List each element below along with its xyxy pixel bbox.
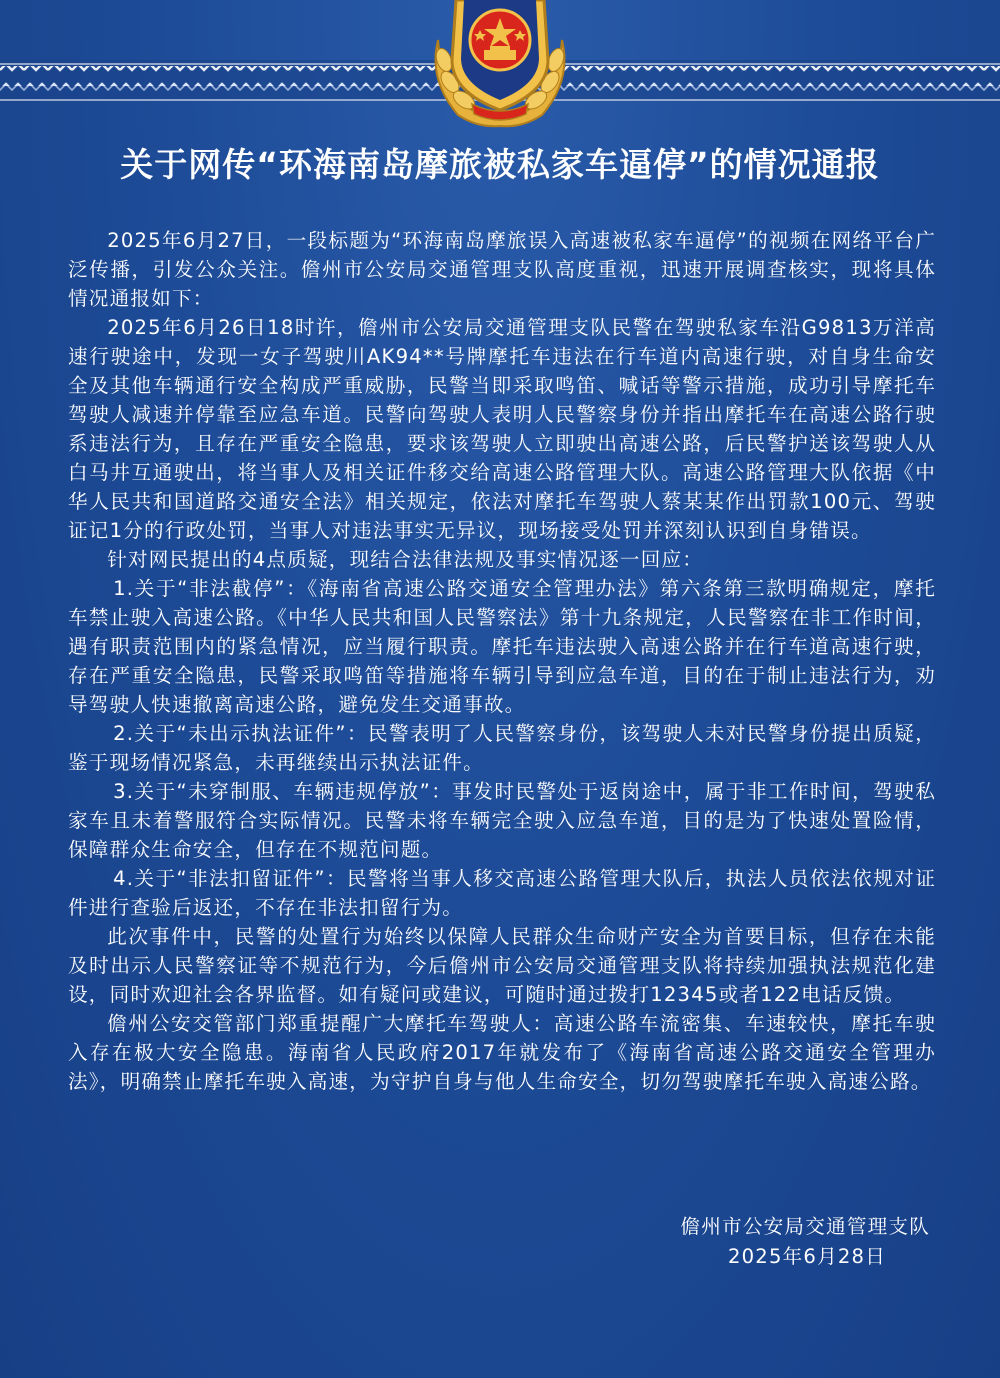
notice-body: [68, 226, 936, 1096]
paragraph-response-intro: 针对网民提出的4点质疑，现结合法律法规及事实情况逐一回应：: [107, 548, 704, 571]
police-emblem-icon: [418, 0, 582, 130]
response-item-2: 2.关于“未出示执法证件”：民警表明了人民警察身份，该驾驶人未对民警身份提出质疑，鉴于现场情况紧急，未再继续出示执法证件。: [68, 722, 936, 774]
paragraph-intro: 2025年6月27日，一段标题为“环海南岛摩旅误入高速被私家车逼停”的视频在网络平台广泛传播，引发公众关注。儋州市公安局交通管理支队高度重视，迅速开展调查核实，现将具体情况通报如下：: [68, 229, 936, 310]
signature-date: 2025年6月28日: [727, 1245, 886, 1268]
response-item-4: 4.关于“非法扣留证件”：民警将当事人移交高速公路管理大队后，执法人员依法依规对证件进行查验后返还，不存在非法扣留行为。: [68, 867, 936, 919]
signature-block: [630, 1212, 930, 1272]
paragraph-conclusion: 此次事件中，民警的处置行为始终以保障人民群众生命财产安全为首要目标，但存在未能及时出示人民警察证等不规范行为，今后儋州市公安局交通管理支队将持续加强执法规范化建设，同时欢迎社会各界监督。如有疑问或建议，可随时通过拨打12345或者122电话反馈。: [68, 925, 936, 1006]
signature-org: 儋州市公安局交通管理支队: [680, 1215, 930, 1238]
response-item-3: 3.关于“未穿制服、车辆违规停放”：事发时民警处于返岗途中，属于非工作时间，驾驶私家车且未着警服符合实际情况。民警未将车辆完全驶入应急车道，目的是为了快速处置险情，保障群众生命安全，但存在不规范问题。: [68, 780, 936, 861]
paragraph-reminder: 儋州公安交管部门郑重提醒广大摩托车驾驶人：高速公路车流密集、车速较快，摩托车驶入存在极大安全隐患。海南省人民政府2017年就发布了《海南省高速公路交通安全管理办法》，明确禁止摩托车驶入高速，为守护自身与他人生命安全，切勿驾驶摩托车驶入高速公路。: [68, 1012, 936, 1093]
page-title: 关于网传“环海南岛摩旅被私家车逼停”的情况通报: [120, 145, 880, 184]
response-item-1: 1.关于“非法截停”：《海南省高速公路交通安全管理办法》第六条第三款明确规定，摩托车禁止驶入高速公路。《中华人民共和国人民警察法》第十九条规定，人民警察在非工作时间，遇有职责范围内的紧急情况，应当履行职责。摩托车违法驶入高速公路并在行车道高速行驶，存在严重安全隐患，民警采取鸣笛等措施将车辆引导到应急车道，目的在于制止违法行为，劝导驾驶人快速撤离高速公路，避免发生交通事故。: [68, 577, 936, 716]
paragraph-details: 2025年6月26日18时许，儋州市公安局交通管理支队民警在驾驶私家车沿G9813万洋高速行驶途中，发现一女子驾驶川AK94**号牌摩托车违法在行车道内高速行驶，对自身生命安全及其他车辆通行安全构成严重威胁，民警当即采取鸣笛、喊话等警示措施，成功引导摩托车驾驶人减速并停靠至应急车道。民警向驾驶人表明人民警察身份并指出摩托车在高速公路行驶系违法行为，且存在严重安全隐患，要求该驾驶人立即驶出高速公路，后民警护送该驾驶人从白马井互通驶出，将当事人及相关证件移交给高速公路管理大队。高速公路管理大队依据《中华人民共和国道路交通安全法》相关规定，依法对摩托车驾驶人蔡某某作出罚款100元、驾驶证记1分的行政处罚，当事人对违法事实无异议，现场接受处罚并深刻认识到自身错误。: [68, 316, 936, 542]
